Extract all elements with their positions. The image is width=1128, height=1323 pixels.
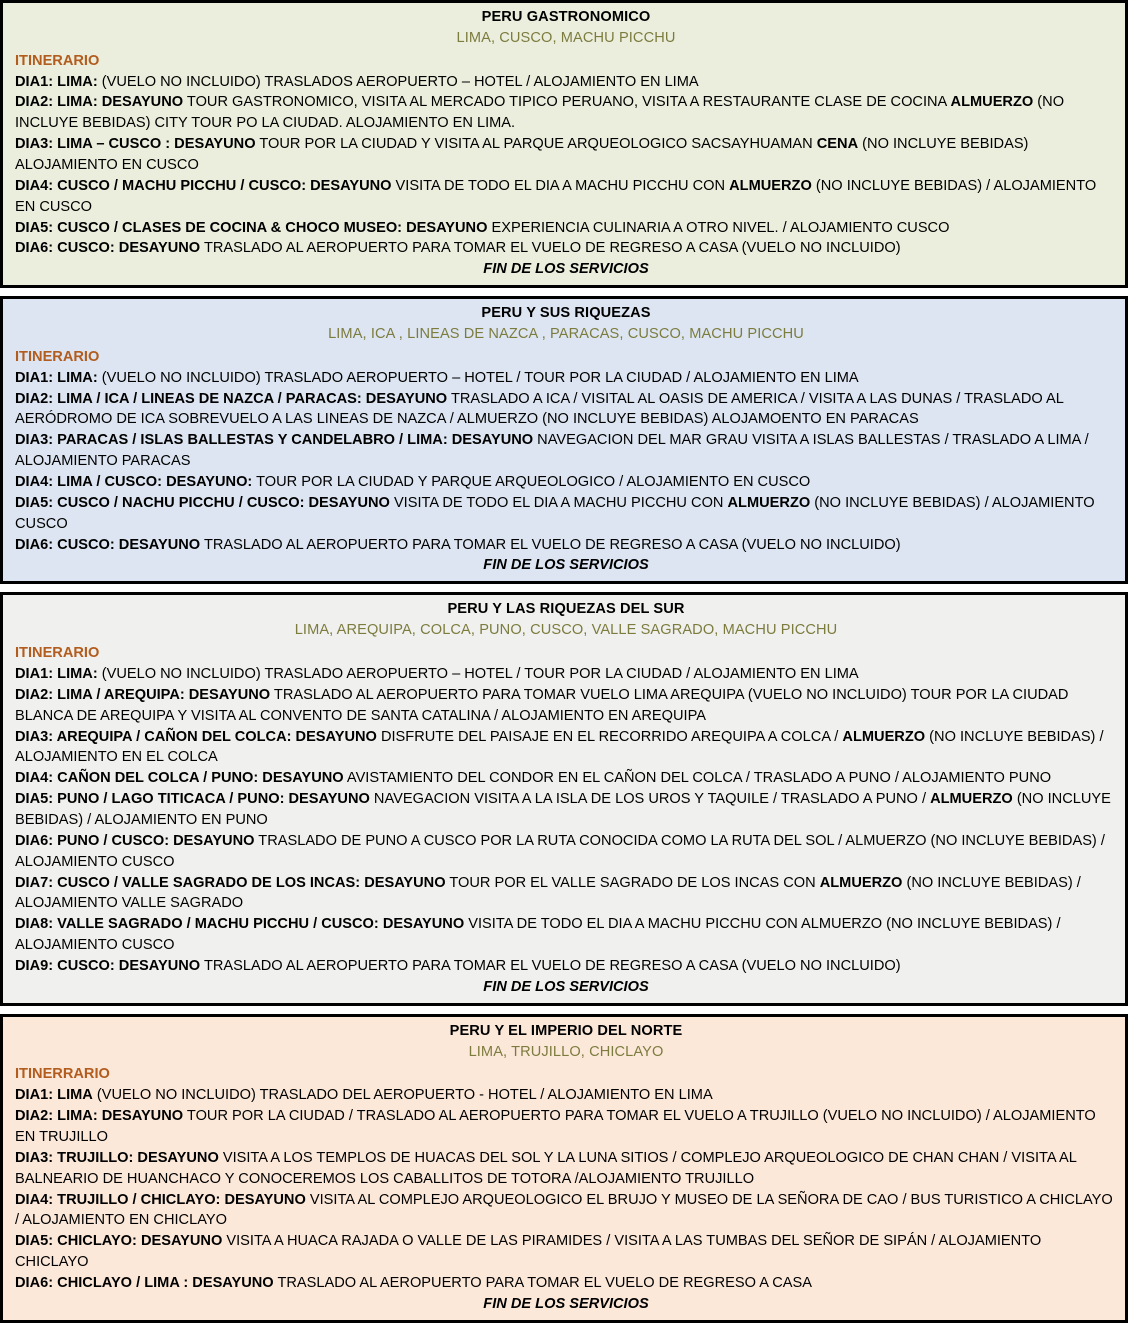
day-label: ALMUERZO [729,177,812,194]
day-label: DIA6: CHICLAYO / LIMA : DESAYUNO [15,1274,274,1291]
day-label: DIA3: LIMA – CUSCO : DESAYUNO [15,136,256,153]
day-label: DIA1: LIMA: [15,369,98,386]
day-label: CENA [816,136,859,153]
itinerary-day-line [15,493,1117,535]
day-label: DIA4: CUSCO / MACHU PICCHU / CUSCO: DESAYUNO [15,177,392,194]
day-description: (NO INCLUYE BEBIDAS) / ALOJAMIENTO VALLE SAGRADO [15,874,1081,912]
day-label: ALMUERZO [950,94,1034,111]
package-subtitle-destinations: LIMA, TRUJILLO, CHICLAYO [468,1043,664,1060]
day-description: TRASLADO AL AEROPUERTO PARA TOMAR EL VUELO DE REGRESO A CASA (VUELO NO INCLUIDO) [200,240,901,257]
package-block-peru-y-sus-riquezas [0,296,1128,584]
day-label: DIA5: CHICLAYO: DESAYUNO [15,1233,223,1250]
day-label: DIA5: CUSCO / NACHU PICCHU / CUSCO: DESAYUNO [15,494,390,511]
day-label: DIA5: CUSCO / CLASES DE COCINA & CHOCO MUSEO: DESAYUNO [15,219,488,236]
itinerary-day-line [15,873,1117,915]
itinerary-day-line [15,727,1117,769]
itinerary-day-line [15,238,1117,259]
day-label: ALMUERZO [819,874,903,891]
day-description: TOUR POR LA CIUDAD / TRASLADO AL AEROPUERTO PARA TOMAR EL VUELO A TRUJILLO (VUELO NO INCLUIDO) / ALOJAMIENTO EN TRUJILLO [15,1108,1096,1145]
package-block-peru-gastronomico [0,0,1128,288]
day-description: (NO INCLUYE BEBIDAS) ALOJAMIENTO EN CUSCO [15,136,1029,174]
itinerary-day-line [15,72,1117,93]
day-description: VISITA AL COMPLEJO ARQUEOLOGICO EL BRUJO Y MUSEO DE LA SEÑORA DE CAO / BUS TURISTICO A CHICLAYO / ALOJAMIENTO EN CHICLAYO [15,1191,1113,1229]
itinerary-day-line [15,685,1117,727]
itinerary-day-line [15,1231,1117,1273]
itinerary-day-line [15,1148,1117,1190]
package-block-peru-y-las-riquezas-del-sur [0,592,1128,1005]
day-description: TRASLADO AL AEROPUERTO PARA TOMAR EL VUELO DE REGRESO A CASA (VUELO NO INCLUIDO) [200,957,901,974]
day-label: DIA4: CAÑON DEL COLCA / PUNO: DESAYUNO [15,770,344,787]
day-label: DIA1: LIMA [15,1087,93,1104]
day-description: (VUELO NO INCLUIDO) TRASLADOS AEROPUERTO – HOTEL / ALOJAMIENTO EN LIMA [97,73,699,90]
itinerary-day-line [15,1085,1117,1106]
day-description: (VUELO NO INCLUIDO) TRASLADO AEROPUERTO – HOTEL / TOUR POR LA CIUDAD / ALOJAMIENTO EN LIMA [97,369,859,386]
day-label: DIA6: CUSCO: DESAYUNO [15,536,201,553]
itinerary-day-line [15,1106,1117,1148]
day-description: VISITA DE TODO EL DIA A MACHU PICCHU CON [389,494,728,511]
day-label: DIA2: LIMA / ICA / LINEAS DE NAZCA / PARACAS: DESAYUNO [15,390,448,407]
package-title: PERU Y SUS RIQUEZAS [481,305,651,322]
itinerary-day-line [15,914,1117,956]
day-description: TRASLADO A ICA / VISITAL AL OASIS DE AMERICA / VISITA A LAS DUNAS / TRASLADO AL AERÓDROMO DE ICA SOBREVUELO A LAS LINEAS DE NAZCA / ALMUERZO (NO INCLUYE BEBIDAS) ALOJAMOENTO EN PARACAS [15,390,1064,428]
itinerary-day-line [15,1190,1117,1232]
itinerary-day-line [15,368,1117,389]
itinerary-day-line [15,789,1117,831]
day-label: DIA4: TRUJILLO / CHICLAYO: DESAYUNO [15,1191,306,1208]
day-description: VISITA A LOS TEMPLOS DE HUACAS DEL SOL Y LA LUNA SITIOS / COMPLEJO ARQUEOLOGICO DE CHAN CHAN / VISITA AL BALNEARIO DE HUANCHACO Y CONOCEREMOS LOS CABALLITOS DE TOTORA /ALOJAMIENTO TRUJILLO [15,1149,1077,1187]
day-description: NAVEGACION DEL MAR GRAU VISITA A ISLAS BALLESTAS / TRASLADO A LIMA / ALOJAMIENTO PARACAS [15,432,1089,470]
itinerary-day-line [15,134,1117,176]
day-description: (NO INCLUYE BEBIDAS) / ALOJAMIENTO EN PUNO [15,791,1111,828]
day-label: DIA2: LIMA / AREQUIPA: DESAYUNO [15,686,271,703]
day-label: DIA5: PUNO / LAGO TITICACA / PUNO: DESAYUNO [15,791,370,808]
package-title: PERU GASTRONOMICO [481,9,651,25]
itinerary-day-line [15,535,1117,556]
day-description: (VUELO NO INCLUIDO) TRASLADO AEROPUERTO – HOTEL / TOUR POR LA CIUDAD / ALOJAMIENTO EN LIMA [97,665,859,682]
itinerary-day-line [15,831,1117,873]
package-block-peru-y-el-imperio-del-norte [0,1014,1128,1323]
day-label: DIA3: PARACAS / ISLAS BALLESTAS Y CANDELABRO / LIMA: DESAYUNO [15,432,534,449]
itinerary-day-line [15,176,1117,218]
day-label: DIA7: CUSCO / VALLE SAGRADO DE LOS INCAS: DESAYUNO [15,874,446,891]
day-label: DIA8: VALLE SAGRADO / MACHU PICCHU / CUSCO: DESAYUNO [15,916,465,933]
day-description: TOUR GASTRONOMICO, VISITA AL MERCADO TIPICO PERUANO, VISITA A RESTAURANTE CLASE DE COCINA [183,94,951,111]
end-of-services-footer: FIN DE LOS SERVICIOS [483,261,649,278]
day-description: (NO INCLUYE BEBIDAS) / ALOJAMIENTO EN CUSCO [15,177,1097,215]
day-description: (NO INCLUYE BEBIDAS) / ALOJAMIENTO CUSCO [15,494,1095,532]
end-of-services-footer: FIN DE LOS SERVICIOS [483,978,649,995]
day-description: TOUR POR EL VALLE SAGRADO DE LOS INCAS CON [445,874,820,891]
package-subtitle-destinations: LIMA, AREQUIPA, COLCA, PUNO, CUSCO, VALLE SAGRADO, MACHU PICCHU [294,622,838,639]
day-label: ALMUERZO [727,494,811,511]
day-description: AVISTAMIENTO DEL CONDOR EN EL CAÑON DEL COLCA / TRASLADO A PUNO / ALOJAMIENTO PUNO [343,770,1052,787]
day-description: NAVEGACION VISITA A LA ISLA DE LOS UROS Y TAQUILE / TRASLADO A PUNO / [369,791,931,808]
day-description: EXPERIENCIA CULINARIA A OTRO NIVEL. / ALOJAMIENTO CUSCO [487,219,950,236]
day-description: (NO INCLUYE BEBIDAS) / ALOJAMIENTO EN EL COLCA [15,728,1104,766]
end-of-services-footer: FIN DE LOS SERVICIOS [483,1295,649,1312]
day-description: TRASLADO DE PUNO A CUSCO POR LA RUTA CONOCIDA COMO LA RUTA DEL SOL / ALMUERZO (NO INCLUYE BEBIDAS) / ALOJAMIENTO CUSCO [15,832,1105,870]
package-title: PERU Y EL IMPERIO DEL NORTE [449,1022,683,1039]
day-description: (VUELO NO INCLUIDO) TRASLADO DEL AEROPUERTO - HOTEL / ALOJAMIENTO EN LIMA [92,1087,713,1104]
itinerary-heading: ITINERARIO [15,348,100,365]
day-description: VISITA A HUACA RAJADA O VALLE DE LAS PIRAMIDES / VISITA A LAS TUMBAS DEL SEÑOR DE SIPÁN / ALOJAMIENTO CHICLAYO [15,1233,1042,1271]
day-label: DIA2: LIMA: DESAYUNO [15,94,184,111]
package-title: PERU Y LAS RIQUEZAS DEL SUR [447,601,685,618]
day-label: DIA6: PUNO / CUSCO: DESAYUNO [15,832,255,849]
day-description: TRASLADO AL AEROPUERTO PARA TOMAR EL VUELO DE REGRESO A CASA (VUELO NO INCLUIDO) [200,536,901,553]
day-description: TOUR POR LA CIUDAD Y VISITA AL PARQUE ARQUEOLOGICO SACSAYHUAMAN [255,136,817,153]
day-description: TOUR POR LA CIUDAD Y PARQUE ARQUEOLOGICO / ALOJAMIENTO EN CUSCO [252,474,811,491]
day-label: ALMUERZO [842,728,926,745]
itinerary-heading: ITINERRARIO [15,1066,110,1083]
day-label: ALMUERZO [930,791,1013,808]
end-of-services-footer: FIN DE LOS SERVICIOS [483,557,649,574]
day-label: DIA6: CUSCO: DESAYUNO [15,240,201,257]
day-label: DIA4: LIMA / CUSCO: DESAYUNO: [15,474,253,491]
day-label: DIA1: LIMA: [15,73,98,90]
itinerary-day-line [15,430,1117,472]
day-description: DISFRUTE DEL PAISAJE EN EL RECORRIDO AREQUIPA A COLCA / [376,728,843,745]
day-description: VISITA DE TODO EL DIA A MACHU PICCHU CON ALMUERZO (NO INCLUYE BEBIDAS) / ALOJAMIENTO CUSCO [15,916,1061,954]
itinerary-day-line [15,956,1117,977]
day-label: DIA1: LIMA: [15,665,98,682]
day-description: TRASLADO AL AEROPUERTO PARA TOMAR VUELO LIMA AREQUIPA (VUELO NO INCLUIDO) TOUR POR LA CIUDAD BLANCA DE AREQUIPA Y VISITA AL CONVENTO DE SANTA CATALINA / ALOJAMIENTO EN AREQUIPA [15,686,1069,724]
itinerary-heading: ITINERARIO [15,52,100,69]
itinerary-day-line [15,472,1117,493]
day-label: DIA3: AREQUIPA / CAÑON DEL COLCA: DESAYUNO [15,728,377,745]
package-subtitle-destinations: LIMA, ICA , LINEAS DE NAZCA , PARACAS, CUSCO, MACHU PICCHU [328,326,804,343]
day-label: DIA3: TRUJILLO: DESAYUNO [15,1149,219,1166]
itinerary-day-line [15,92,1117,134]
day-label: DIA2: LIMA: DESAYUNO [15,1108,184,1125]
day-description: (NO INCLUYE BEBIDAS) CITY TOUR PO LA CIUDAD. ALOJAMIENTO EN LIMA. [15,94,1065,132]
package-subtitle-destinations: LIMA, CUSCO, MACHU PICCHU [456,29,676,46]
itinerary-day-line [15,1273,1117,1294]
itinerary-day-line [15,218,1117,239]
itinerary-day-line [15,768,1117,789]
day-label: DIA9: CUSCO: DESAYUNO [15,957,201,974]
itinerary-day-line [15,664,1117,685]
itinerary-heading: ITINERARIO [15,645,100,662]
day-description: TRASLADO AL AEROPUERTO PARA TOMAR EL VUELO DE REGRESO A CASA [273,1274,812,1291]
day-description: VISITA DE TODO EL DIA A MACHU PICCHU CON [391,177,730,194]
itinerary-day-line [15,389,1117,431]
